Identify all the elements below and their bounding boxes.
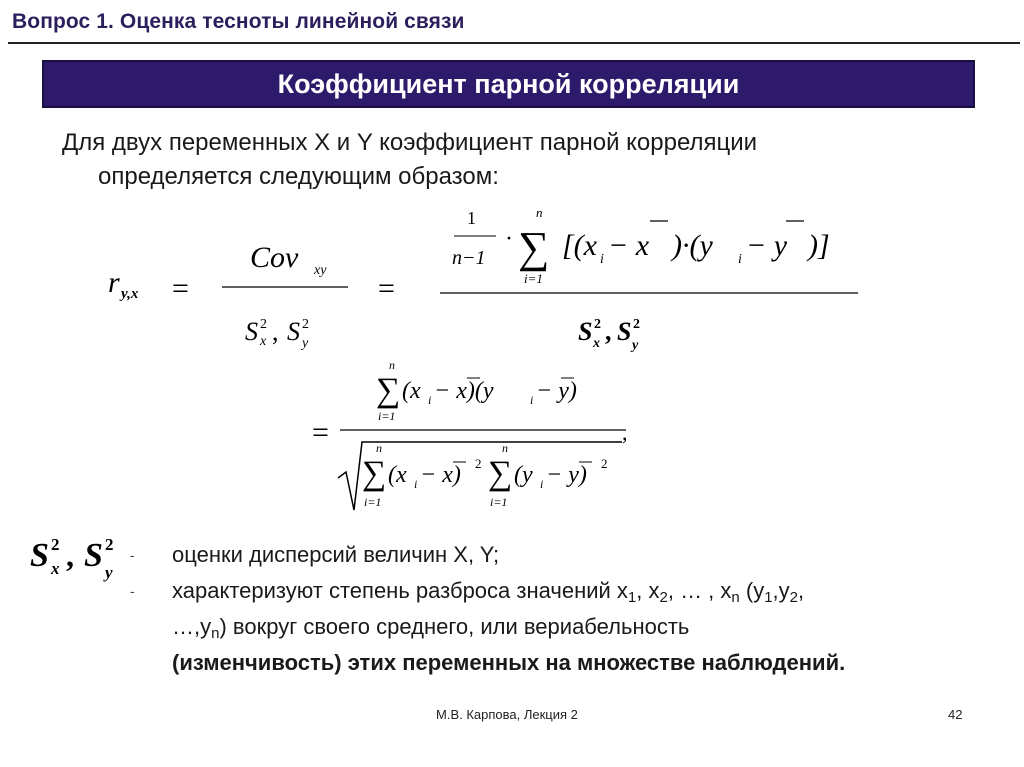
legend-s-x-sub: x [51,559,60,578]
term-y-sub-i: i [738,252,742,267]
s-comma: , [272,317,279,346]
trailing-comma: , [622,420,628,445]
num2-x-sub-i: i [428,393,432,407]
den2-sum1-lower: i=1 [364,495,382,509]
legend-s-x-sup: 2 [51,535,60,554]
den-comma: , [605,317,612,346]
den2-open-x: (x [388,462,407,488]
s-y-sub: y [302,336,309,351]
sep-y2-end: , [798,578,805,603]
r-symbol: r [108,266,120,299]
legend-s-y-sub: y [105,563,113,582]
legend-item-2-text-a: характеризуют степень разброса значений x [172,578,628,603]
page-number: 42 [948,707,963,722]
den2-sum1-symbol: ∑ [362,455,387,492]
r-subscript: y,x [121,286,139,302]
den-s-x-symbol: S [578,317,593,346]
s-y-sup: 2 [302,317,309,332]
den2-x-sub-i: i [414,477,418,491]
den2-y-sup: 2 [601,456,608,471]
den-s-x-sub: x [593,336,600,351]
num2-sum-lower: i=1 [378,409,396,423]
sum-lower-limit: i=1 [524,271,543,286]
legend-item-2-line2-end: ) вокруг своего среднего, или вериабельность [219,614,690,639]
legend-item-2 [130,573,990,681]
s-x-sub: x [260,334,267,349]
legend-s-y-symbol: S [84,537,103,574]
term-open-x: [(x [562,229,597,262]
sep-xn: , … , x [667,578,732,603]
footer-author: М.В. Карпова, Лекция 2 [436,707,578,722]
sub-yn: n [211,625,220,642]
den-s-y-sup: 2 [633,317,640,332]
num2-y-sub-i: i [530,393,534,407]
den-s-y-symbol: S [617,317,632,346]
inner-frac-den: n−1 [452,247,486,269]
den2-sum2-lower: i=1 [490,495,508,509]
den2-sum2-upper: n [502,441,508,455]
cov-symbol: Cov [250,241,299,274]
legend-item-2-line2-start: …,y [172,614,212,639]
term-mid-y: )·(y [672,229,713,262]
den2-sum1-upper: n [376,441,382,455]
term-minus-xbar: − x [608,229,650,262]
term-x-sub-i: i [600,252,604,267]
s-x-sup: 2 [260,317,267,332]
paren-y1: (y [739,578,765,603]
inner-frac-num: 1 [467,208,476,228]
num2-end: − y) [536,378,577,404]
den2-open-y: (y [514,462,533,488]
intro-line-2: определяется следующим образом: [98,163,499,190]
s-y-symbol: S [287,317,300,346]
num2-sum-upper: n [389,358,395,372]
legend-item-1 [130,537,990,573]
den2-y-sub-i: i [540,477,544,491]
equals-1: = [172,272,189,305]
equals-3: = [312,416,329,449]
sum-symbol: ∑ [518,223,550,272]
s-x-symbol: S [245,317,258,346]
num2-mid: − x)(y [434,378,494,404]
slide-title: Вопрос 1. Оценка тесноты линейной связи [12,10,465,33]
term-close: )] [808,229,830,262]
equals-2: = [378,272,395,305]
term-minus-ybar: − y [746,229,788,262]
legend-comma: , [66,537,74,573]
sub-x1: 1 [627,589,637,606]
sum-upper-limit: n [536,205,543,220]
legend-item-1-text: оценки дисперсий величин X, Y; [172,542,500,567]
banner-title: Коэффициент парной корреляции [277,68,740,99]
sub-x2: 2 [659,589,668,606]
den2-x-end: − x) [420,462,461,488]
legend-s-x-symbol: S [30,537,49,574]
num2-sum-symbol: ∑ [376,372,401,409]
intro-line-1: Для двух переменных X и Y коэффициент парной корреляции [62,129,758,156]
sep-x2: , x [636,578,660,603]
mult-dot: · [505,226,513,252]
bullet-dash: - [130,583,135,599]
legend-item-2-bold: (изменчивость) этих переменных на множестве наблюдений. [172,650,846,675]
den2-sum2-symbol: ∑ [488,455,513,492]
den-s-x-sup: 2 [594,317,601,332]
den2-x-sup: 2 [475,456,482,471]
legend-list [130,537,990,681]
sep-y2: ,y [772,578,790,603]
cov-subscript: xy [314,263,327,278]
sub-xn: n [731,589,740,606]
den2-y-end: − y) [546,462,587,488]
sub-y2: 2 [789,589,799,606]
bullet-dash: - [130,547,135,563]
legend-s-y-sup: 2 [105,535,114,554]
variance-symbols [30,528,130,584]
sub-y1: 1 [764,589,773,606]
num2-open-x: (x [402,378,421,404]
den-s-y-sub: y [632,338,639,353]
